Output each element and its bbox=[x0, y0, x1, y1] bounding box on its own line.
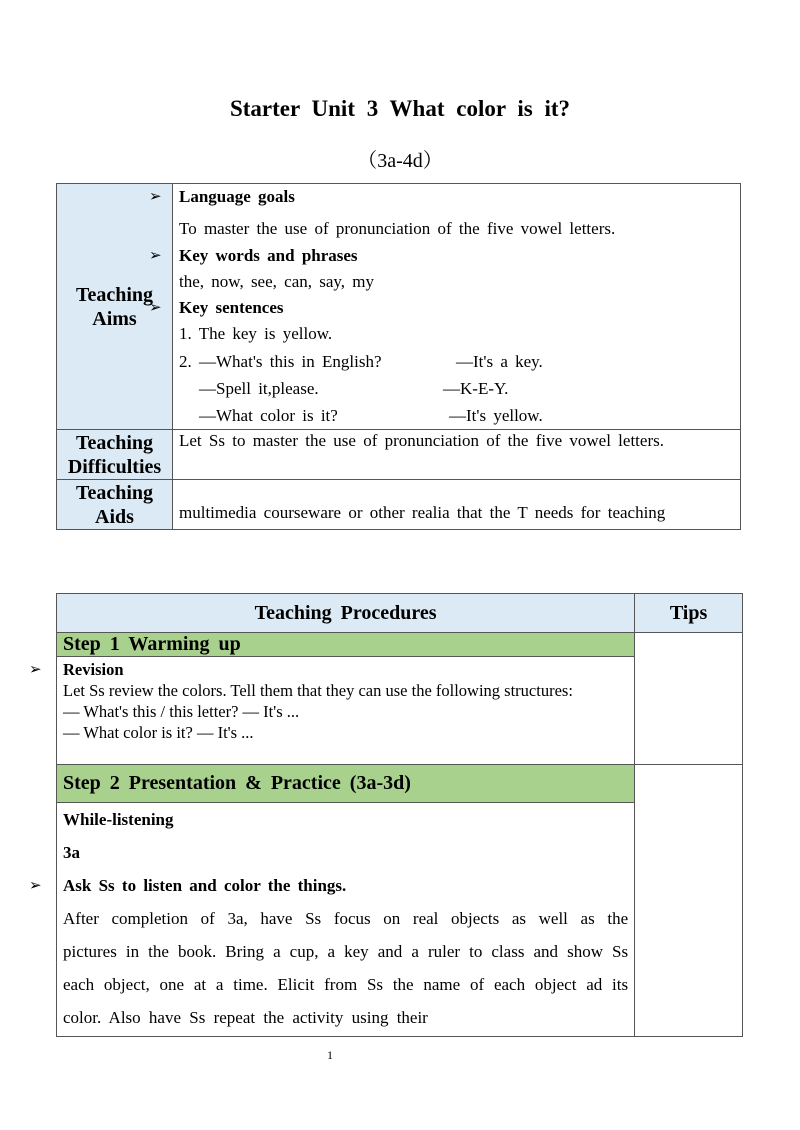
bullet-arrow-icon: ➢ bbox=[149, 300, 162, 316]
revision-structure-1: — What's this / this letter? — It's ... bbox=[63, 702, 300, 721]
language-goals-text: To master the use of pronunciation of the five vowel letters. bbox=[179, 219, 616, 238]
teaching-aims-table bbox=[56, 183, 741, 530]
teaching-aims-content bbox=[149, 184, 741, 430]
document-title: Starter Unit 3 What color is it? bbox=[229, 96, 571, 121]
step-2-body bbox=[29, 803, 635, 1037]
revision-heading: Revision bbox=[63, 660, 124, 679]
key-sentence-4-answer: —It's yellow. bbox=[449, 406, 543, 425]
teaching-difficulties-text: Let Ss to master the use of pronunciation of the five vowel letters. bbox=[179, 431, 664, 450]
key-sentence-1: 1. The key is yellow. bbox=[179, 324, 333, 343]
step-2-title: Step 2 Presentation & Practice (3a-3d) bbox=[57, 765, 635, 803]
key-sentences-heading: Key sentences bbox=[179, 298, 284, 317]
teaching-difficulties-label-cell bbox=[57, 430, 173, 480]
teaching-aids-text: multimedia courseware or other realia that the T needs for teaching bbox=[179, 503, 666, 522]
revision-text: Let Ss review the colors. Tell them that they can use the following structures: bbox=[63, 681, 573, 700]
step-1-title: Step 1 Warming up bbox=[57, 633, 635, 657]
language-goals-heading: Language goals bbox=[179, 187, 295, 206]
teaching-aids-content bbox=[173, 480, 741, 530]
key-sentence-2-question: 2. —What's this in English? bbox=[179, 352, 382, 371]
step-2-tips-cell bbox=[635, 765, 743, 1037]
teaching-aids-label-cell bbox=[57, 480, 173, 530]
revision-structure-2: — What color is it? — It's ... bbox=[63, 723, 254, 742]
activity-instruction: Ask Ss to listen and color the things. bbox=[63, 876, 347, 895]
key-words-heading: Key words and phrases bbox=[179, 246, 358, 265]
activity-3a-label: 3a bbox=[63, 843, 80, 862]
bullet-arrow-icon: ➢ bbox=[29, 662, 42, 678]
procedures-header: Teaching Procedures bbox=[57, 594, 635, 633]
page-number: 1 bbox=[327, 1048, 333, 1062]
step-1-body bbox=[29, 657, 635, 765]
bullet-arrow-icon: ➢ bbox=[29, 878, 42, 894]
document-subtitle: （3a-4d） bbox=[357, 150, 443, 172]
activity-description: After completion of 3a, have Ss focus on real objects as well as the pictures in the book. Bring a cup, a key and a ruler to class and show Ss each object, one at a time. Elicit from Ss the name of each object ad its color. Also have Ss repeat the activity using their bbox=[63, 909, 629, 1027]
key-sentence-2-answer: —It's a key. bbox=[456, 352, 543, 371]
teaching-aims-label: Teaching Aims bbox=[75, 283, 154, 330]
tips-header: Tips bbox=[635, 594, 743, 633]
bullet-arrow-icon: ➢ bbox=[149, 189, 162, 205]
bullet-arrow-icon: ➢ bbox=[149, 248, 162, 264]
teaching-procedures-table bbox=[29, 593, 743, 1037]
key-words-text: the, now, see, can, say, my bbox=[179, 272, 375, 291]
while-listening-heading: While-listening bbox=[63, 810, 174, 829]
key-sentence-4-question: —What color is it? bbox=[199, 406, 338, 425]
step-1-tips-cell bbox=[635, 633, 743, 765]
teaching-difficulties-content bbox=[173, 430, 741, 480]
key-sentence-3-answer: —K-E-Y. bbox=[443, 379, 509, 398]
key-sentence-3-question: —Spell it,please. bbox=[199, 379, 319, 398]
teaching-aids-label: Teaching Aids bbox=[75, 481, 154, 528]
teaching-difficulties-label: Teaching Difficulties bbox=[67, 431, 162, 478]
